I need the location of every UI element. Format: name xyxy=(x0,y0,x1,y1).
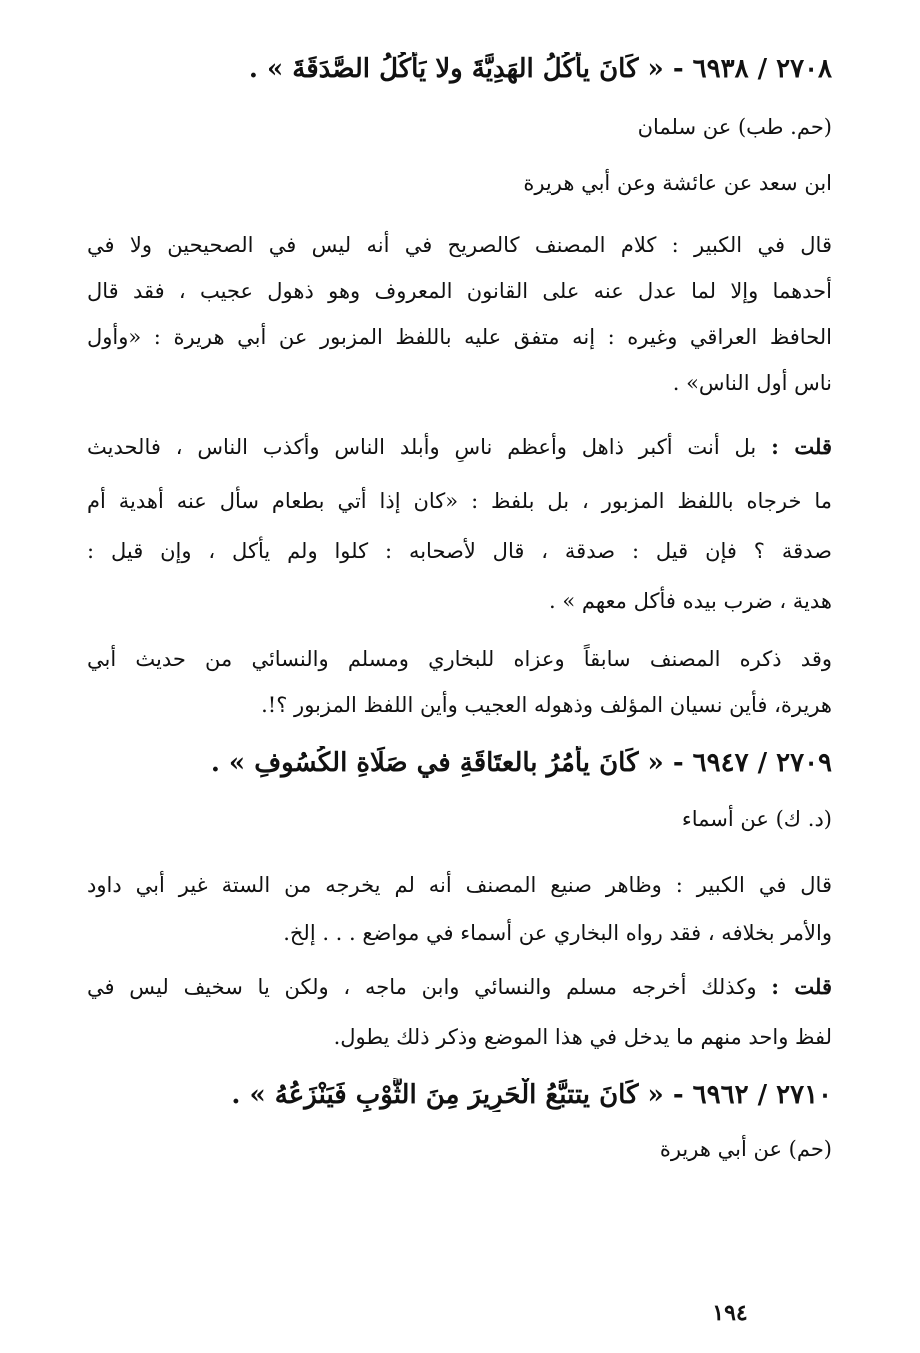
qult-line: لفظ واحد منهم ما يدخل في هذا الموضع وذكر ذلك يطول. xyxy=(333,1025,832,1049)
kabir-line: أحدهما وإلا لما عدل عنه على القانون المعروف وهو ذهول عجيب ، فقد قال xyxy=(87,279,832,303)
qult-line xyxy=(87,432,832,462)
hadith-source-2708-a: (حم. طب) عن سلمان xyxy=(637,115,832,139)
kabir-line: الحافظ العراقي وغيره : إنه متفق عليه باللفظ المزبور عن أبي هريرة : «وأول xyxy=(87,325,832,349)
kabir-line: والأمر بخلافه ، فقد رواه البخاري عن أسماء في مواضع . . . إلخ. xyxy=(283,921,832,945)
kabir-line: ناس أول الناس» . xyxy=(672,371,832,395)
qult-label: قلت : xyxy=(771,974,832,999)
hadith-source-2708-b: ابن سعد عن عائشة وعن أبي هريرة xyxy=(523,171,832,195)
hadith-source-2710: (حم) عن أبي هريرة xyxy=(659,1137,832,1161)
note-line: وقد ذكره المصنف سابقاً وعزاه للبخاري ومسلم والنسائي من حديث أبي xyxy=(87,647,832,671)
qult-line: هدية ، ضرب بيده فأكل معهم » . xyxy=(549,589,832,613)
qult-line: ما خرجاه باللفظ المزبور ، بل بلفظ : «كان إذا أتي بطعام سأل عنه أهدية أم xyxy=(87,489,832,513)
note-line: هريرة، فأين نسيان المؤلف وذهوله العجيب وأين اللفظ المزبور ؟!. xyxy=(261,693,832,717)
hadith-heading-2710: ٢٧١٠ / ٦٩٦٢ - « كَانَ يتتبَّعُ الْحَرِيرَ مِنَ الثَّوْبِ فَيَنْزَعُهُ » . xyxy=(231,1080,832,1110)
qult-line: صدقة ؟ فإن قيل : صدقة ، قال لأصحابه : كلوا ولم يأكل ، وإن قيل : xyxy=(87,539,832,563)
kabir-line: قال في الكبير : كلام المصنف كالصريح في أنه ليس في الصحيحين ولا في xyxy=(87,233,832,257)
hadith-heading-2709: ٢٧٠٩ / ٦٩٤٧ - « كَانَ يأمُرُ بالعتَاقَةِ في صَلَاةِ الكُسُوفِ » . xyxy=(210,748,832,778)
qult-text: وكذلك أخرجه مسلم والنسائي وابن ماجه ، ولكن يا سخيف ليس في xyxy=(87,975,757,999)
qult-text: بل أنت أكبر ذاهل وأعظم ناسٍ وأبلد الناس وأكذب الناس ، فالحديث xyxy=(87,435,757,459)
qult-label: قلت : xyxy=(771,434,832,459)
kabir-line: قال في الكبير : وظاهر صنيع المصنف أنه لم يخرجه من الستة غير أبي داود xyxy=(87,873,832,897)
hadith-source-2709: (د. ك) عن أسماء xyxy=(681,807,832,831)
qult-line xyxy=(87,972,832,1002)
page-number: ١٩٤ xyxy=(712,1300,748,1326)
hadith-heading-2708: ٢٧٠٨ / ٦٩٣٨ - « كَانَ يأكُلُ الهَدِيَّةَ ولا يَأكُلُ الصَّدَقَةَ » . xyxy=(248,54,832,84)
